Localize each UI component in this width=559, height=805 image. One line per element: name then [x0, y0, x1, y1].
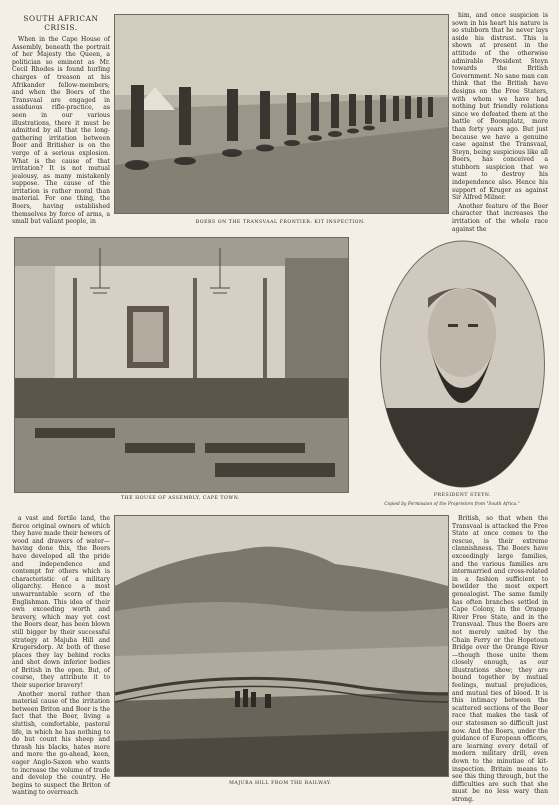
- majuba-hill-engraving: [114, 515, 449, 777]
- house-of-assembly-caption: THE HOUSE OF ASSEMBLY, CAPE TOWN.: [120, 496, 240, 501]
- president-steyn-credit: Copied by Permission of the Proprietors from "South Africa.": [384, 501, 520, 506]
- article-column-bottom-left: [12, 515, 110, 798]
- article-paragraph: a vast and fertile land, the fierce original owners of which they have made their hewers of wood and drawers of water—having done this, the Boers have developed all the pride and independence and contempt for others which is characteristic of a military oligarchy. Hence a most unwarrantable scorn of the Englishman. This idea of their own exceeding worth and bravery, which may yet cost the Boers dear, has been blown still bigger by their successful strategy at Majuba Hill and Krugersdorp. At both of these places they lay behind rocks and shot down inferior bodies of British in the open. But, of course, they attribute it to their superior bravery!: [12, 515, 110, 690]
- article-paragraph: British, so that when the Transvaal is attacked the Free State at once comes to the rescue, is their extreme clannishness. The Boers have exceedingly large families, and the various families are intermarried and cross-related in a fashion sufficient to bewilder the most expert genealogist. The same family has often branches settled in Cape Colony, in the Orange River Free State, and in the Transvaal. Thus the Boers are not merely united by the Chain Ferry or the Hopetoun Bridge over the Orange River—though those unite them closely enough, as our illustrations show; they are bound together by mutual feelings, mutual prejudices, and mutual ties of blood. It is this intimacy between the scattered sections of the Boer race that makes the task of our statesmen so difficult just now. And the Boers, under the guidance of European officers, are learning every detail of modern military drill, even down to the minutiae of kit-inspection. Britain means to see this thing through, but the difficulties are such that she must be no less wary than strong.: [452, 515, 548, 803]
- article-column-bottom-right: [452, 515, 548, 805]
- article-paragraph: him, and once suspicion is sown in his heart his nature is so stubborn that he never lays aside his distrust. This is shown at present in the attitude of the otherwise admirable President Steyn towards the British Government. No sane man can think that the British have designs on the Free Staters, with whom we have had nothing but friendly relations since we defeated them at the battle of Boomplatz, more than forty years ago. But just because we have a genuine case against the Transvaal, Steyn, being suspicious like all Boers, has conceived a stubborn suspicion that we want to destroy his independence also. Hence his support of Kruger as against Sir Alfred Milner.: [452, 12, 548, 202]
- article-paragraph: When in the Cape House of Assembly, beneath the portrait of her Majesty the Queen, a politician so eminent as Mr. Cecil Rhodes is found hurling charges of treason at his Afrikander fellow-members; and when the Boers of the Transvaal are engaged in assiduous rifle-practice, as seen in our various illustrations, there it must be admitted by all that the long-gathering irritation between Boer and Britisher is on the verge of a serious explosion. What is the cause of that irritation? It is not mutual jealousy, as many mistakenly suppose. The cause of the irritation is rather moral than material. For one thing, the Boers, having established themselves by force of arms, a small but valiant people, in: [12, 36, 110, 226]
- article-paragraph: Another feature of the Boer character that increases the irritation of the whole race against the: [452, 202, 548, 233]
- house-of-assembly-engraving: [14, 237, 349, 493]
- article-column-top-right: [452, 12, 548, 234]
- boers-kit-inspection-caption: BOERS ON THE TRANSVAAL FRONTIER: KIT INSPECTION.: [195, 220, 366, 225]
- boers-kit-inspection-engraving: [114, 14, 449, 214]
- article-paragraph: Another moral rather than material cause of the irritation between Briton and Boer is the fact that the Boer, living a sluttish, comfortable, pastoral life, in which he has nothing to do but count his sheep and thrash his blacks, hates more and more the go-ahead, keen, eager Anglo-Saxon who wants to increase the volume of trade and develop the country. He begins to suspect the Briton of wanting to overreach: [12, 690, 110, 797]
- majuba-hill-caption: MAJUBA HILL FROM THE RAILWAY.: [229, 781, 332, 786]
- article-column-top-left: [12, 12, 110, 227]
- president-steyn-portrait: [378, 238, 547, 490]
- article-heading: SOUTH AFRICAN CRISIS.: [23, 14, 99, 32]
- president-steyn-caption: PRESIDENT STEYN.: [433, 493, 492, 498]
